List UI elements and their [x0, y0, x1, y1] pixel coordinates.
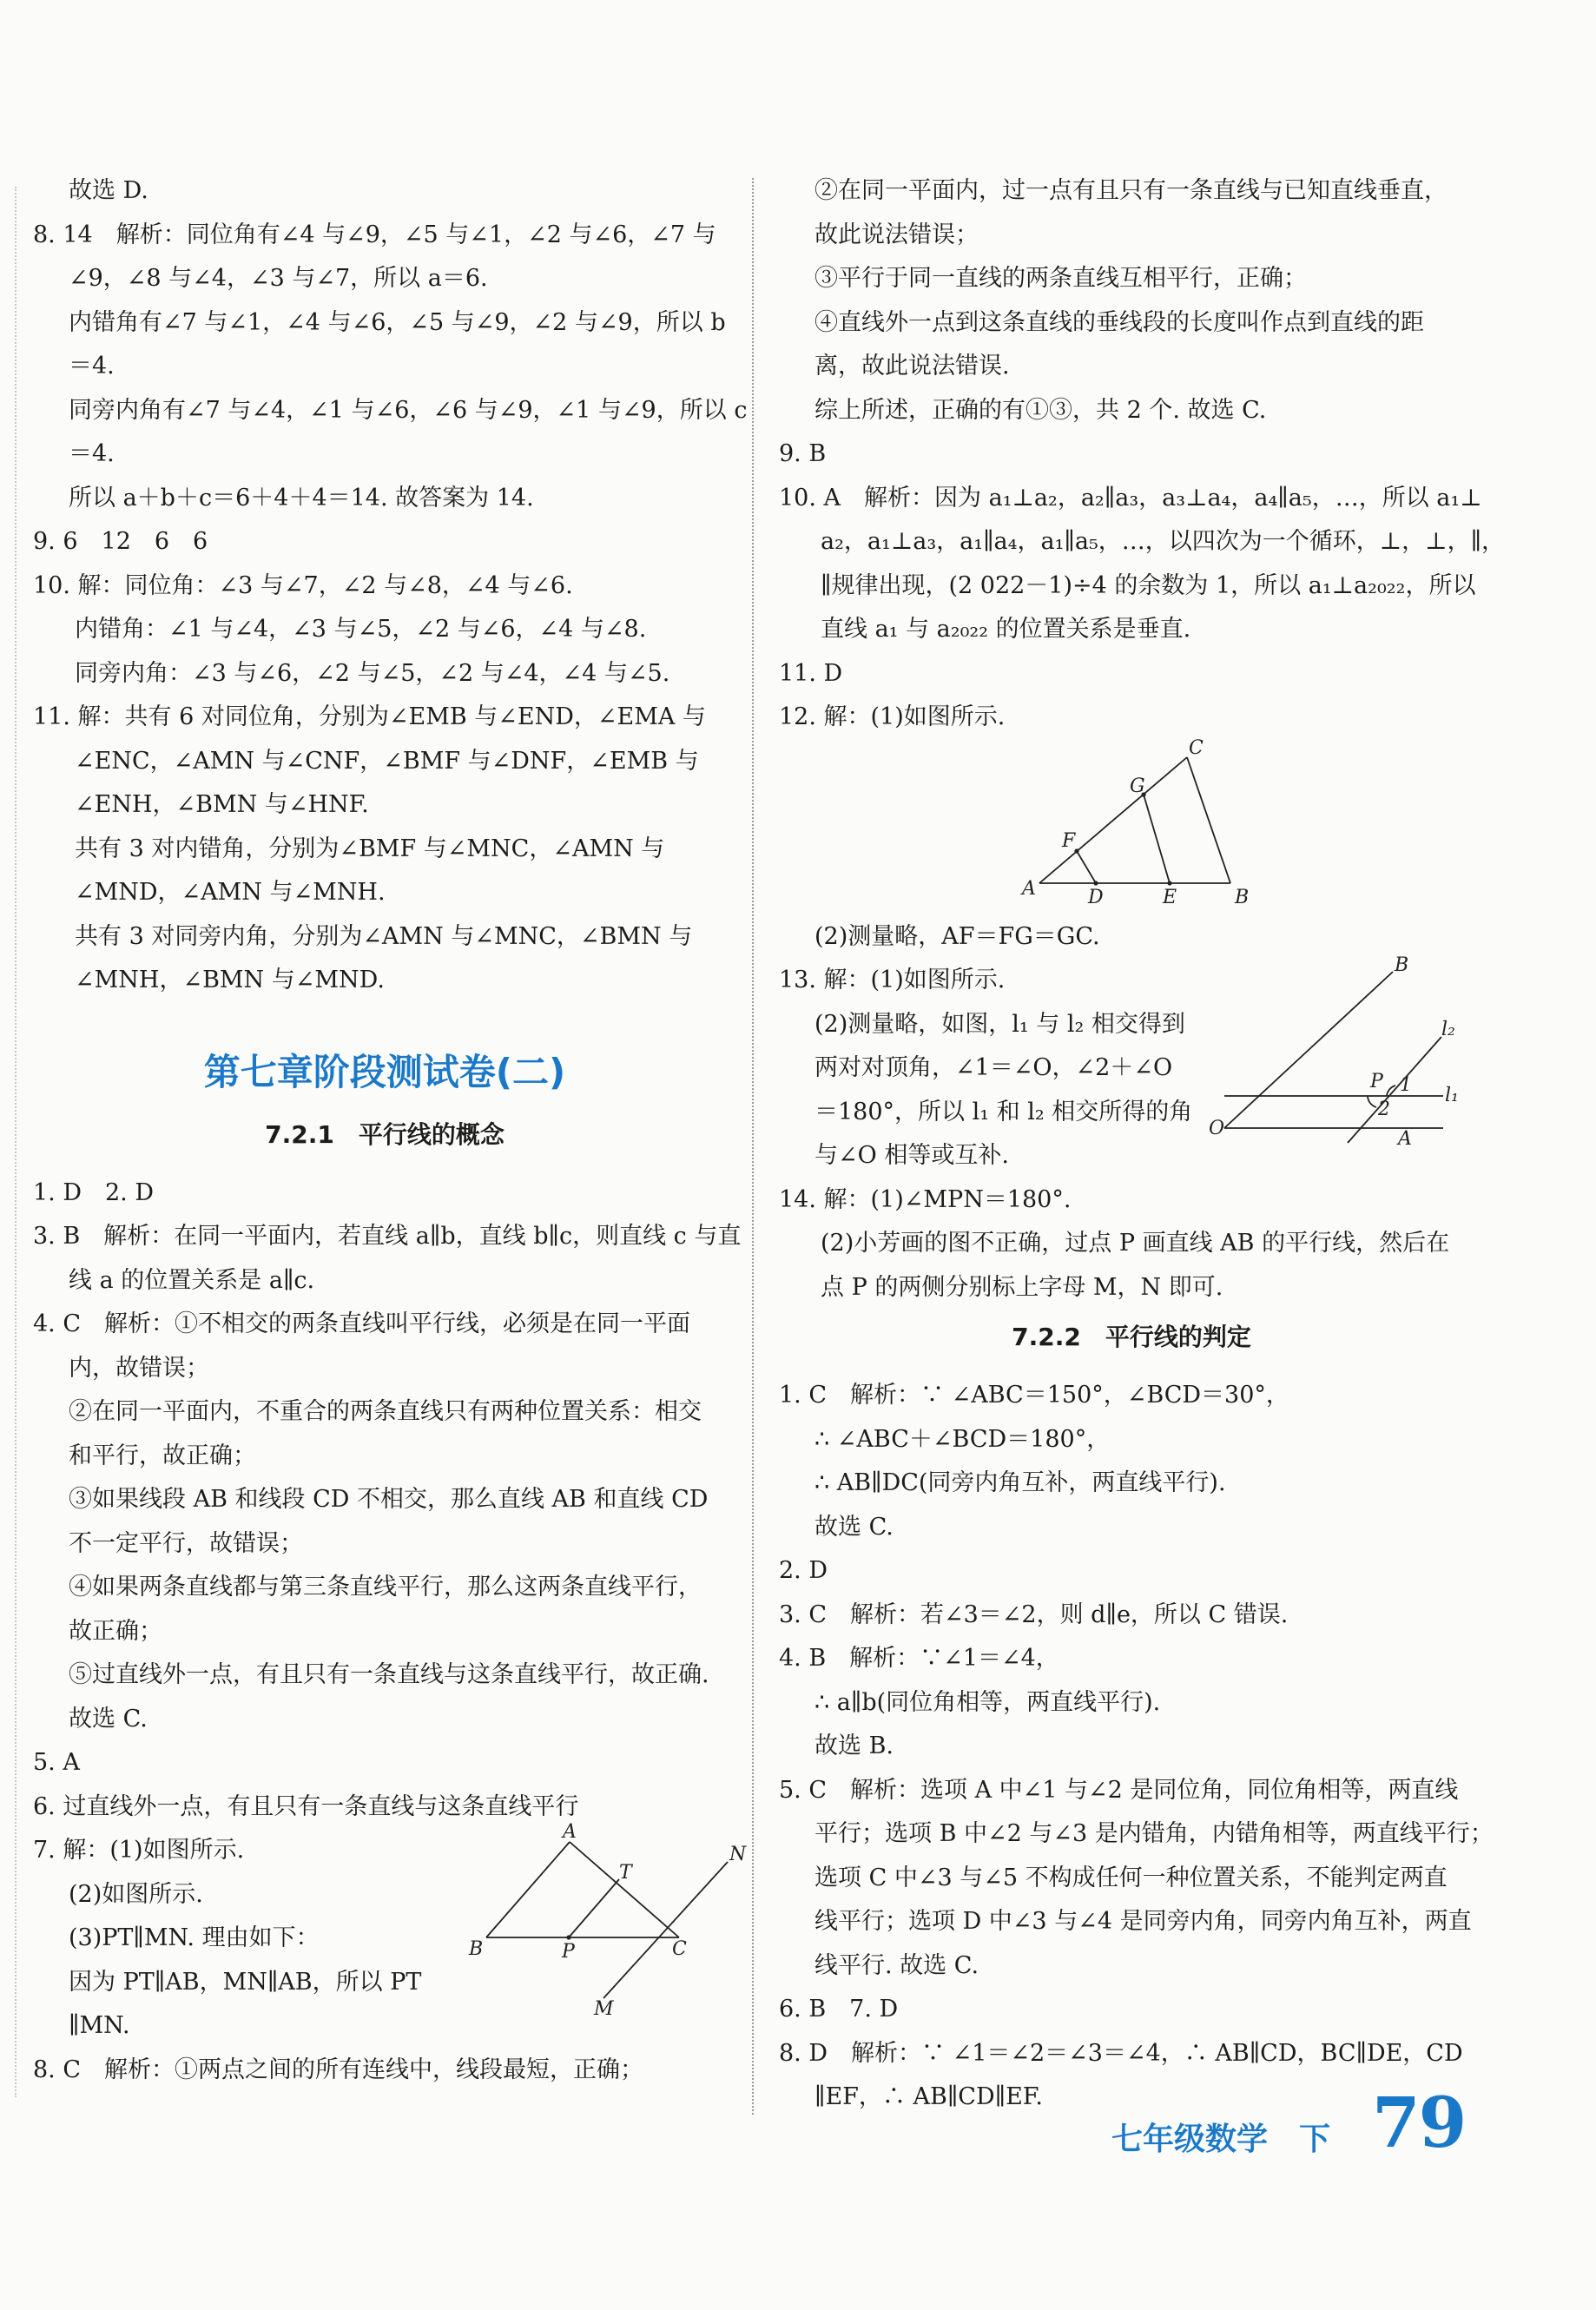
point-d [1093, 881, 1098, 885]
text-line: ∠MNH，∠BMN 与∠MND. [75, 967, 385, 993]
point-p [566, 1935, 570, 1939]
text-line: ∥EF，∴ AB∥CD∥EF. [814, 2083, 1043, 2110]
text-line: 6. B 7. D [779, 1996, 899, 2023]
text-line: (2)测量略，AF＝FG＝GC. [814, 922, 1100, 950]
text-line: 1. C 解析：∵ ∠ABC＝150°，∠BCD＝30°， [779, 1382, 1289, 1409]
text-line: ④直线外一点到这条直线的垂线段的长度叫作点到直线的距 [814, 308, 1424, 336]
text-line: 平行；选项 B 中∠2 与∠3 是内错角，内错角相等，两直线平行； [814, 1820, 1494, 1847]
text-line: 点 P 的两侧分别标上字母 M，N 即可. [821, 1273, 1223, 1301]
text-line: 7. 解：(1)如图所示. [33, 1837, 245, 1864]
footer-subject: 七年级数学 下 [1111, 2122, 1331, 2157]
text-line: 5. C 解析：选项 A 中∠1 与∠2 是同位角，同位角相等，两直线 [779, 1776, 1459, 1804]
text-line: ∴ AB∥DC(同旁内角互补，两直线平行). [814, 1469, 1226, 1496]
column-divider [752, 178, 754, 2115]
text-line: ∠ENC，∠AMN 与∠CNF，∠BMF 与∠DNF，∠EMB 与 [75, 747, 699, 775]
text-line: 线平行. 故选 C. [814, 1951, 979, 1979]
text-line: 共有 3 对同旁内角，分别为∠AMN 与∠MNC，∠BMN 与 [75, 922, 693, 950]
text-line: 8. C 解析：①两点之间的所有连线中，线段最短，正确； [33, 2056, 644, 2083]
segment-ac [570, 1842, 679, 1937]
text-line: (2)如图所示. [69, 1880, 203, 1908]
text-line: 10. A 解析：因为 a₁⊥a₂，a₂∥a₃，a₃⊥a₄，a₄∥a₅，…，所以 a₁⊥ [779, 484, 1482, 512]
text-line: (2)测量略，如图，l₁ 与 l₂ 相交得到 [814, 1010, 1185, 1038]
text-line: 线平行；选项 D 中∠3 与∠4 是同旁内角，同旁内角互补，两直 [814, 1908, 1472, 1935]
point-e [1167, 881, 1171, 885]
label-angle-2: 2 [1378, 1099, 1390, 1120]
text-line: 13. 解：(1)如图所示. [779, 967, 1006, 993]
text-line: 12. 解：(1)如图所示. [779, 703, 1006, 730]
label-g: G [1130, 775, 1145, 797]
segment-fd [1077, 851, 1096, 883]
text-line: 故此说法错误； [814, 221, 979, 248]
text-line: ∠9，∠8 与∠4，∠3 与∠7，所以 a＝6. [69, 265, 488, 292]
label-o: O [1209, 1118, 1225, 1139]
page-number: 79 [1372, 2082, 1466, 2163]
text-line: 同旁内角有∠7 与∠4，∠1 与∠6，∠6 与∠9，∠1 与∠9，所以 c [69, 396, 748, 424]
text-line: (2)小芳画的图不正确，过点 P 画直线 AB 的平行线，然后在 [821, 1230, 1450, 1257]
label-d: D [1088, 886, 1104, 908]
label-b: B [469, 1938, 484, 1960]
label-l1: l₁ [1445, 1085, 1459, 1106]
text-line: 内错角：∠1 与∠4，∠3 与∠5，∠2 与∠6，∠4 与∠8. [75, 616, 647, 643]
text-line: ＝180°，所以 l₁ 和 l₂ 相交所得的角 [814, 1098, 1193, 1125]
text-line: 3. B 解析：在同一平面内，若直线 a∥b，直线 b∥c，则直线 c 与直 [33, 1223, 742, 1250]
text-line: 4. C 解析：①不相交的两条直线叫平行线，必须是在同一平面 [33, 1310, 691, 1337]
text-line: 故选 C. [814, 1513, 894, 1541]
text-line: 4. B 解析：∵∠1＝∠4， [779, 1645, 1059, 1672]
text-line: 2. D [779, 1557, 828, 1584]
label-f: F [1062, 829, 1076, 852]
section-title: 7.2.2 平行线的判定 [1012, 1323, 1251, 1351]
label-a: A [1398, 1128, 1412, 1150]
text-line: 11. 解：共有 6 对同位角，分别为∠EMB 与∠END，∠EMA 与 [33, 703, 706, 730]
segment-ab [486, 1842, 570, 1937]
segment-cb [1187, 757, 1230, 883]
text-line: ∥规律出现，(2 022－1)÷4 的余数为 1，所以 a₁⊥a₂₀₂₂，所以 [821, 571, 1476, 599]
label-p: P [562, 1941, 575, 1963]
text-line: 和平行，故正确； [69, 1442, 256, 1469]
q13-block [779, 954, 1484, 1178]
text-line: ∥MN. [69, 2012, 130, 2039]
text-line: 11. D [779, 659, 843, 687]
page-footer [1111, 2082, 1466, 2163]
text-line: 6. 过直线外一点，有且只有一条直线与这条直线平行 [33, 1792, 579, 1820]
text-line: 线 a 的位置关系是 a∥c. [69, 1266, 315, 1294]
text-line: 故选 B. [814, 1732, 894, 1759]
label-a: A [1022, 877, 1036, 900]
segment-ge [1144, 795, 1170, 883]
text-line: ∴ a∥b(同位角相等，两直线平行). [814, 1688, 1161, 1716]
text-line: ②在同一平面内，过一点有且只有一条直线与已知直线垂直， [814, 177, 1448, 204]
text-line: 故选 D. [69, 177, 148, 204]
text-line: 14. 解：(1)∠MPN＝180°. [779, 1185, 1072, 1213]
text-line: a₂，a₁⊥a₃，a₁∥a₄，a₁∥a₅，…，以四次为一个循环，⊥，⊥，∥， [821, 528, 1506, 555]
text-line: 内错角有∠7 与∠1，∠4 与∠6，∠5 与∠9，∠2 与∠9，所以 b [69, 308, 726, 336]
line-l2 [1348, 1037, 1441, 1143]
margin-rule [15, 187, 16, 2097]
label-c: C [1189, 736, 1204, 759]
text-line: 8. D 解析：∵ ∠1＝∠2＝∠3＝∠4，∴ AB∥CD，BC∥DE，CD [779, 2039, 1463, 2067]
label-l2: l₂ [1441, 1019, 1455, 1040]
text-line: 所以 a＋b＋c＝6＋4＋4＝14. 故答案为 14. [69, 484, 534, 512]
text-line: 10. 解：同位角：∠3 与∠7，∠2 与∠8，∠4 与∠6. [33, 571, 573, 599]
text-line: 同旁内角：∠3 与∠6，∠2 与∠5，∠2 与∠4，∠4 与∠5. [75, 659, 670, 687]
q7-figure [467, 1821, 754, 2044]
text-line: 1. D 2. D [33, 1178, 154, 1206]
text-line: 共有 3 对内错角，分别为∠BMF 与∠MNC，∠AMN 与 [75, 835, 665, 862]
text-line: ∠MND，∠AMN 与∠MNH. [75, 879, 386, 906]
text-line: ∠ENH，∠BMN 与∠HNF. [75, 791, 369, 818]
q7-block [33, 1821, 747, 2049]
label-p: P [1370, 1071, 1383, 1092]
text-line: 综上所述，正确的有①③，共 2 个. 故选 C. [814, 396, 1267, 424]
text-line: ＝4. [69, 353, 115, 380]
q13-figure [1209, 954, 1478, 1174]
text-line: 选项 C 中∠3 与∠5 不构成任何一种位置关系，不能判定两直 [814, 1864, 1448, 1891]
text-line: 与∠O 相等或互补. [814, 1142, 1009, 1169]
label-c: C [672, 1938, 687, 1960]
q12-figure [1022, 736, 1283, 929]
text-line: 3. C 解析：若∠3＝∠2，则 d∥e，所以 C 错误. [779, 1600, 1289, 1628]
line-pt [569, 1879, 619, 1937]
text-line: 因为 PT∥AB，MN∥AB，所以 PT [69, 1968, 422, 1996]
ray-ob [1224, 972, 1393, 1128]
text-line: 故选 C. [69, 1705, 148, 1732]
text-line: (3)PT∥MN. 理由如下： [69, 1924, 320, 1951]
text-line: 9. B [779, 440, 827, 467]
text-line: 直线 a₁ 与 a₂₀₂₂ 的位置关系是垂直. [821, 616, 1191, 643]
text-line: 故正确； [69, 1617, 162, 1645]
text-line: 5. A [33, 1749, 80, 1776]
text-line: ④如果两条直线都与第三条直线平行，那么这两条直线平行， [69, 1574, 702, 1600]
angle-2-arc [1368, 1096, 1376, 1107]
label-m: M [594, 1998, 614, 2020]
text-line: 内，故错误； [69, 1354, 209, 1382]
chapter-title: 第七章阶段测试卷(二) [203, 1050, 566, 1093]
text-line: ⑤过直线外一点，有且只有一条直线与这条直线平行，故正确. [69, 1661, 709, 1688]
text-line: 8. 14 解析：同位角有∠4 与∠9，∠5 与∠1，∠2 与∠6，∠7 与 [33, 221, 716, 248]
label-angle-1: 1 [1400, 1074, 1412, 1096]
label-t: T [619, 1862, 632, 1884]
text-line: 离，故此说法错误. [814, 353, 1010, 380]
label-n: N [729, 1844, 747, 1865]
section-title: 7.2.1 平行线的概念 [265, 1119, 505, 1149]
text-line: ③平行于同一直线的两条直线互相平行，正确； [814, 265, 1307, 292]
q12-figure-area [779, 736, 1484, 915]
right-column [779, 169, 1506, 2120]
text-line: 两对对顶角，∠1＝∠O，∠2＋∠O [814, 1054, 1173, 1081]
left-column [33, 169, 748, 2092]
text-line: ＝4. [69, 440, 115, 467]
label-b: B [1395, 954, 1409, 976]
text-line: ②在同一平面内，不重合的两条直线只有两种位置关系：相交 [69, 1398, 702, 1425]
text-line: ③如果线段 AB 和线段 CD 不相交，那么直线 AB 和直线 CD [69, 1486, 709, 1513]
label-a: A [563, 1821, 577, 1843]
text-line: ∴ ∠ABC＋∠BCD＝180°， [814, 1425, 1111, 1453]
text-line: 不一定平行，故错误； [69, 1529, 303, 1557]
label-b: B [1235, 886, 1250, 908]
text-line: 9. 6 12 6 6 [33, 528, 208, 555]
label-e: E [1163, 886, 1177, 908]
